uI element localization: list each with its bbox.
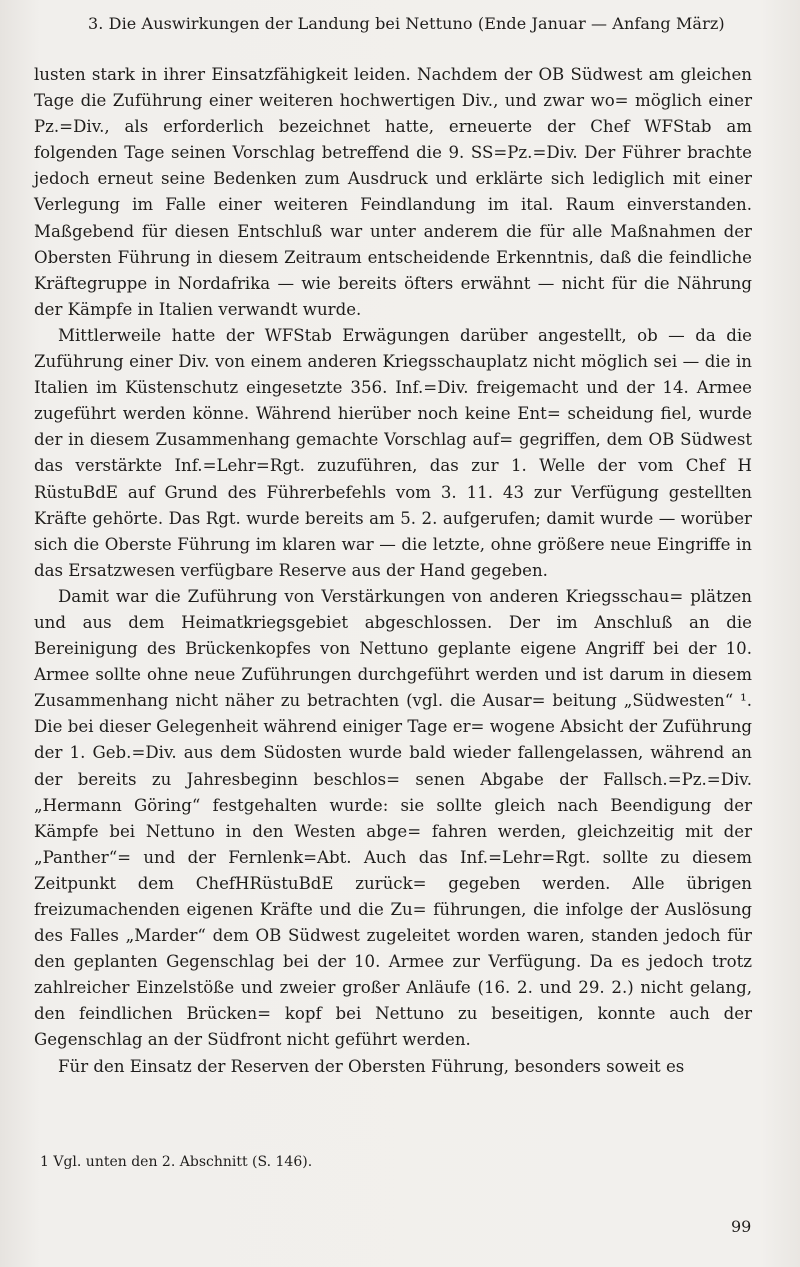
- paragraph-3: Damit war die Zuführung von Verstärkungen von anderen Kriegsschau= plätzen und aus dem Heimatkriegsgebiet abgeschlossen. Der im Anschluß an die Bereinigung des Brückenkopfes von Nettuno geplante eigene Angriff bei der 10. Armee sollte ohne neue Zuführungen durchgeführt werden und ist darum in diesem Zusammenhang nicht näher zu betrachten (vgl. die Ausar= beitung „Südwesten“ ¹. Die bei dieser Gelegenheit während einiger Tage er= wogene Absicht der Zuführung der 1. Geb.=Div. aus dem Südosten wurde bald wieder fallengelassen, während an der bereits zu Jahresbeginn beschlos= senen Abgabe der Fallsch.=Pz.=Div. „Hermann Göring“ festgehalten wurde: sie sollte gleich nach Beendigung der Kämpfe bei Nettuno in den Westen abge= fahren werden, gleichzeitig mit der „Panther“= und der Fernlenk=Abt. Auch das Inf.=Lehr=Rgt. sollte zu diesem Zeitpunkt dem ChefHRüstuBdE zurück= gegeben werden. Alle übrigen freizumachenden eigenen Kräfte und die Zu= führungen, die infolge der Auslösung des Falles „Marder“ dem OB Südwest zugeleitet worden waren, standen jedoch für den geplanten Gegenschlag bei der 10. Armee zur Verfügung. Da es jedoch trotz zahlreicher Einzelstöße und zweier großer Anläufe (16. 2. und 29. 2.) nicht gelang, den feindlichen Brücken= kopf bei Nettuno zu beseitigen, konnte auch der Gegenschlag an der Südfront nicht geführt werden.: [34, 586, 752, 1050]
- paragraph-1: lusten stark in ihrer Einsatzfähigkeit leiden. Nachdem der OB Südwest am gleichen Tage die Zuführung einer weiteren hochwertigen Div., und zwar wo= möglich einer Pz.=Div., als erforderlich bezeichnet hatte, erneuerte der Chef WFStab am folgenden Tage seinen Vorschlag betreffend die 9. SS=Pz.=Div. Der Führer brachte jedoch erneut seine Bedenken zum Ausdruck und erklärte sich lediglich mit einer Verlegung im Falle einer weiteren Feindlandung im ital. Raum einverstanden. Maßgebend für diesen Entschluß war unter anderem die für alle Maßnahmen der Obersten Führung in diesem Zeitraum entscheidende Erkenntnis, daß die feindliche Kräftegruppe in Nordafrika — wie bereits öfters erwähnt — nicht für die Nährung der Kämpfe in Italien verwandt wurde.: [34, 65, 752, 319]
- running-header: 3. Die Auswirkungen der Landung bei Nettuno (Ende Januar — Anfang März): [88, 14, 725, 33]
- page-number: 99: [731, 1217, 752, 1236]
- footnote: 1 Vgl. unten den 2. Abschnitt (S. 146).: [40, 1154, 313, 1170]
- body-text: [34, 62, 752, 1080]
- paragraph-4: Für den Einsatz der Reserven der Obersten Führung, besonders soweit es: [58, 1056, 685, 1076]
- paragraph-2: Mittlerweile hatte der WFStab Erwägungen darüber angestellt, ob — da die Zuführung einer Div. von einem anderen Kriegsschauplatz nicht möglich sei — die in Italien im Küstenschutz eingesetzte 356. Inf.=Div. freigemacht und der 14. Armee zugeführt werden könne. Während hierüber noch keine Ent= scheidung fiel, wurde der in diesem Zusammenhang gemachte Vorschlag auf= gegriffen, dem OB Südwest das verstärkte Inf.=Lehr=Rgt. zuzuführen, das zur 1. Welle der vom Chef H RüstuBdE auf Grund des Führerbefehls vom 3. 11. 43 zur Verfügung gestellten Kräfte gehörte. Das Rgt. wurde bereits am 5. 2. aufgerufen; damit wurde — worüber sich die Oberste Führung im klaren war — die letzte, ohne größere neue Eingriffe in das Ersatzwesen verfügbare Reserve aus der Hand gegeben.: [34, 325, 752, 580]
